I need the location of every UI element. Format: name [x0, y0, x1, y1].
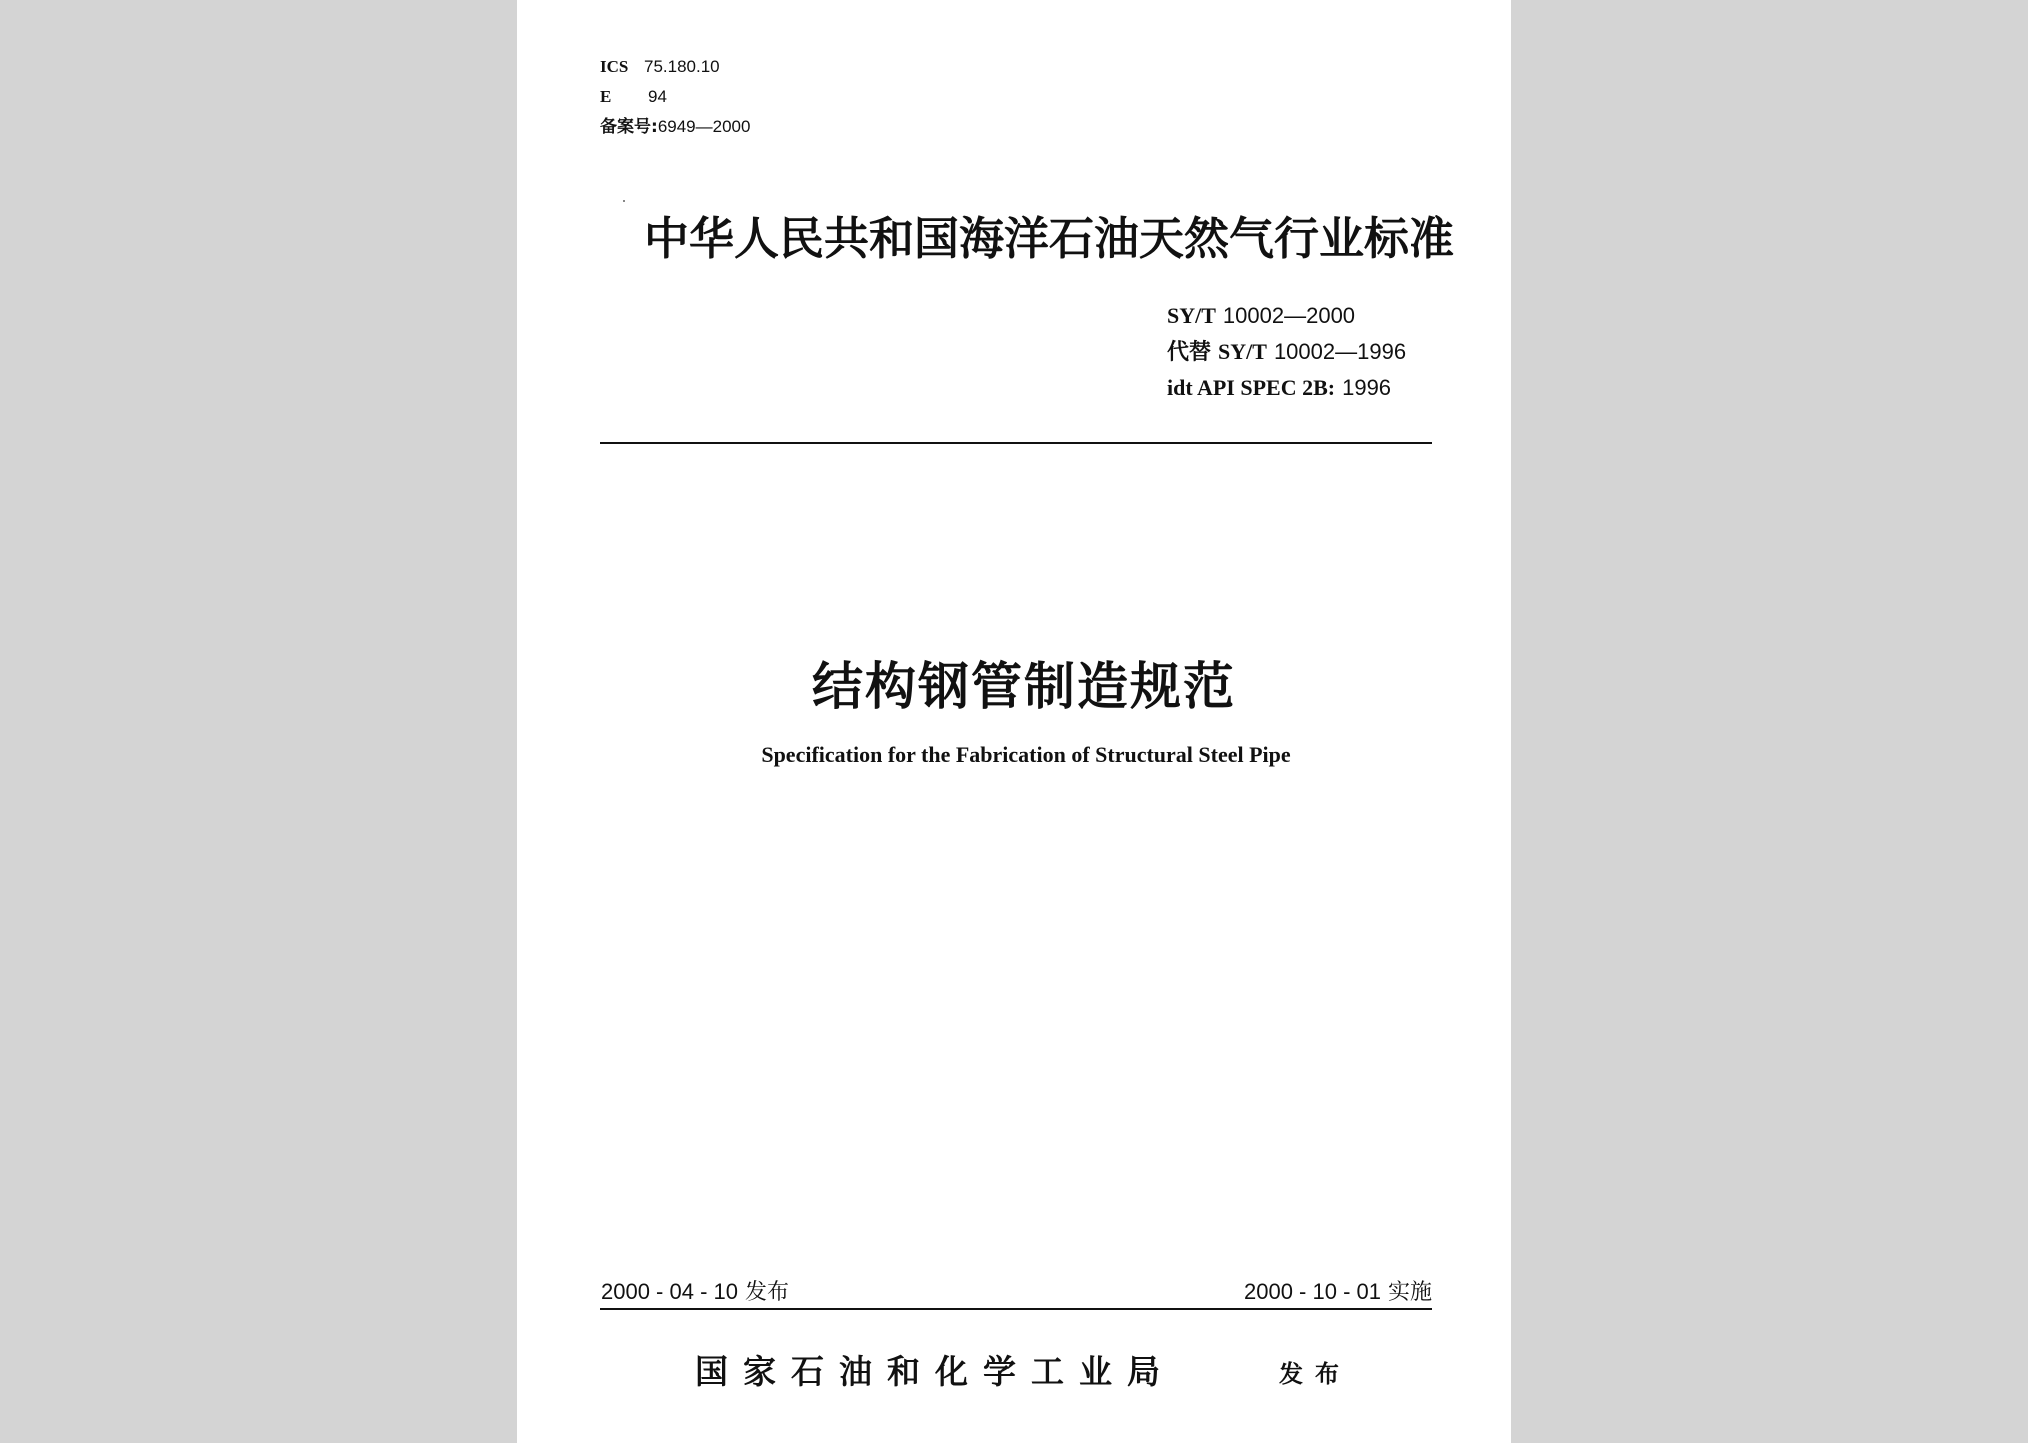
idt-year: 1996	[1342, 375, 1392, 400]
document-page	[517, 0, 1511, 1443]
class-value: 94	[648, 87, 667, 106]
code-number: 10002—2000	[1222, 303, 1356, 328]
filing-label: 备案号:	[600, 117, 658, 137]
replaces-number: 10002—1996	[1273, 339, 1407, 364]
effective-date	[1244, 1275, 1432, 1306]
filing-row	[600, 112, 750, 142]
header-divider	[600, 442, 1432, 444]
class-label: E	[600, 87, 612, 106]
standard-title: 中华人民共和国海洋石油天然气行业标准	[644, 212, 1455, 265]
footer-divider	[600, 1308, 1432, 1310]
effective-date-value: 2000 - 10 - 01	[1244, 1279, 1381, 1304]
effective-date-label: 实施	[1387, 1280, 1432, 1305]
idt-code	[1167, 370, 1406, 406]
classification-block	[600, 52, 750, 142]
replaces-code	[1167, 334, 1406, 370]
ics-row	[600, 52, 750, 82]
ics-label: ICS	[600, 57, 629, 76]
idt-prefix: idt API SPEC 2B	[1167, 375, 1328, 400]
issuer-verb: 发布	[1279, 1359, 1351, 1388]
standard-code	[1167, 298, 1406, 334]
class-row	[600, 82, 750, 112]
replaces-label: 代替	[1167, 340, 1212, 365]
issued-date-label: 发布	[744, 1280, 789, 1305]
document-subtitle: Specification for the Fabrication of Structural Steel Pipe	[761, 742, 1291, 767]
issuer-name: 国家石油和化学工业局	[695, 1352, 1175, 1391]
filing-value: 6949—2000	[657, 117, 751, 136]
code-prefix: SY/T	[1167, 303, 1216, 328]
idt-separator: :	[1327, 375, 1336, 400]
issued-date-value: 2000 - 04 - 10	[601, 1279, 738, 1304]
ics-value: 75.180.10	[644, 57, 720, 76]
issued-date	[601, 1275, 789, 1306]
standard-codes	[1167, 298, 1406, 406]
replaces-prefix: SY/T	[1218, 339, 1267, 364]
scan-speck	[623, 200, 625, 202]
document-title: 结构钢管制造规范	[811, 658, 1236, 717]
